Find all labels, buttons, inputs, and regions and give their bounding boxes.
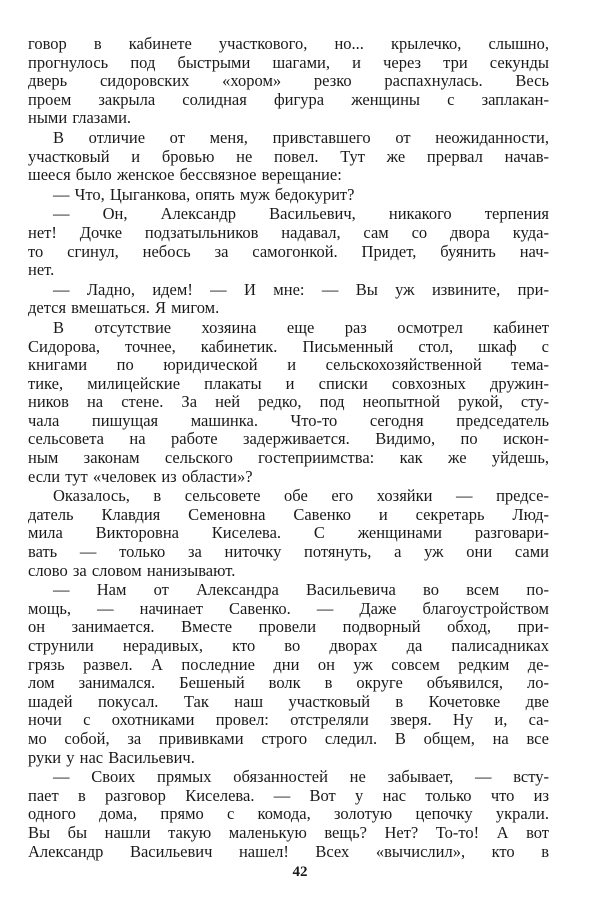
- text-line: пает в разговор Киселева. — Вот у нас только что из: [28, 785, 549, 805]
- text-line: сельсовета на работе задерживается. Видимо, по искон-: [28, 429, 549, 449]
- paragraph: [28, 281, 549, 318]
- paragraph: [28, 129, 549, 185]
- paragraph: [28, 205, 549, 279]
- text-line: руки у нас Васильевич.: [28, 747, 195, 767]
- text-line: струнили нерадивых, кто во дворах да палисадниках: [28, 636, 549, 655]
- text-line: нет.: [28, 260, 55, 280]
- text-line: нет! Дочке подзатыльников надавал, сам со двора куда-: [28, 222, 549, 242]
- paragraph: [28, 581, 549, 767]
- text-line: если тут «человек из области»?: [28, 466, 253, 486]
- text-line: В отсутствие хозяина еще раз осмотрел кабинет: [53, 317, 549, 337]
- text-line: слово за словом нанизывают.: [28, 560, 236, 580]
- text-line: — Он, Александр Васильевич, никакого терпения: [53, 204, 549, 224]
- text-line: чала пишущая машинка. Что-то сегодня председатель: [28, 410, 549, 430]
- text-line: грязь развел. А последние дни он уж совсем редким де-: [28, 654, 549, 674]
- text-line: Сидорова, точнее, кабинетик. Письменный стол, шкаф с: [28, 336, 549, 356]
- text-line: одного дома, прямо с комода, золотую цепочку украли.: [28, 804, 549, 824]
- text-line: он занимается. Вместе провели подворный обход, при-: [28, 617, 549, 637]
- book-page-text: [28, 35, 549, 862]
- text-line: Оказалось, в сельсовете обе его хозяйки — предсе-: [53, 486, 549, 506]
- text-line: тике, милицейские плакаты и списки совхозных дружин-: [28, 373, 549, 393]
- text-line: — Своих прямых обязанностей не забывает, — всту-: [53, 767, 549, 787]
- text-line: Александр Васильевич нашел! Всех «вычислил», кто в: [28, 841, 549, 861]
- text-line: мила Викторовна Киселева. С женщинами разговари-: [28, 523, 549, 543]
- text-line: дверь сидоровских «хором» резко распахнулась. Весь: [28, 71, 549, 91]
- text-line: датель Клавдия Семеновна Савенко и секретарь Люд-: [28, 504, 549, 524]
- text-line: книгами по юридической и сельскохозяйственной тема-: [28, 355, 549, 375]
- paragraph: [28, 487, 549, 580]
- text-line: говор в кабинете участкового, но... крылечко, слышно,: [28, 34, 549, 53]
- text-line: участковый и бровью не повел. Тут же прервал начав-: [28, 146, 549, 166]
- text-line: ночи с охотниками провел: отстреляли зверя. Ну и, са-: [28, 710, 549, 730]
- text-line: прогнулось под быстрыми шагами, и через три секунды: [28, 52, 549, 72]
- text-line: ников на стене. За ней редко, под неопытной рукой, сту-: [28, 392, 549, 412]
- text-line: — Нам от Александра Васильевича во всем по-: [53, 580, 549, 600]
- page-number: 42: [292, 864, 308, 880]
- paragraph: [28, 186, 549, 205]
- paragraph: [28, 35, 549, 128]
- text-line: В отличие от меня, привставшего от неожиданности,: [53, 127, 549, 147]
- text-line: вать — только за ниточку потянуть, а уж они сами: [28, 542, 549, 562]
- paragraph: [28, 768, 549, 861]
- text-line: шееся было женское бессвязное верещание:: [28, 165, 342, 185]
- text-line: то сгинул, небось за самогонкой. Придет, буянить нач-: [28, 241, 549, 261]
- text-line: дется вмешаться. Я мигом.: [28, 298, 220, 318]
- text-line: — Что, Цыганкова, опять муж бедокурит?: [53, 184, 355, 204]
- text-line: проем закрыла солидная фигура женщины с заплакан-: [28, 89, 549, 109]
- text-line: мощь, — начинает Савенко. — Даже благоустройством: [28, 598, 549, 618]
- text-line: Вы бы нашли такую маленькую вещь? Нет? То-то! А вот: [28, 822, 549, 842]
- text-line: шадей покусал. Так наш участковый в Кочетовке две: [28, 691, 549, 711]
- text-line: мо собой, за прививками строго следил. В общем, на все: [28, 728, 549, 748]
- text-line: — Ладно, идем! — И мне: — Вы уж извините, при-: [53, 279, 549, 299]
- text-line: ным законам сельского гостеприимства: как же уйдешь,: [28, 448, 549, 468]
- text-line: лом занимался. Бешеный волк в округе объявился, ло-: [28, 673, 549, 693]
- paragraph: [28, 319, 549, 486]
- text-line: ными глазами.: [28, 108, 132, 128]
